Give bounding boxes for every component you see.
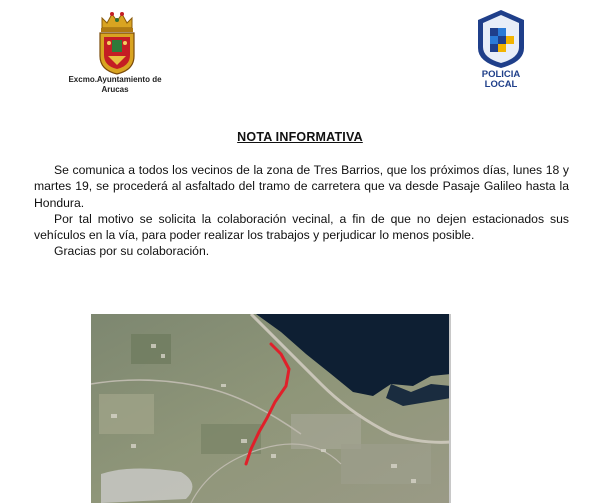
council-name-line2: Arucas	[101, 85, 129, 94]
police-logo-line2: LOCAL	[484, 79, 518, 88]
paragraph-announcement: Se comunica a todos los vecinos de la zona de Tres Barrios, que los próximos días, lunes 18 y martes 19, se procederá al asfaltado del tramo de carretera que va desde Pasaje Galileo hasta la Hondura.	[34, 163, 569, 210]
document-title: NOTA INFORMATIVA	[237, 130, 363, 144]
council-name	[40, 75, 190, 95]
paragraph-thanks: Gracias por su colaboración.	[54, 244, 210, 259]
policia-local-logo	[470, 8, 532, 88]
police-logo-line1: POLICIA	[481, 69, 521, 80]
council-name-line1: Excmo.Ayuntamiento de	[68, 75, 162, 84]
satellite-map	[91, 314, 451, 503]
coat-of-arms-logo	[94, 10, 140, 76]
document-body	[34, 162, 569, 260]
paragraph-request: Por tal motivo se solicita la colaboración vecinal, a fin de que no dejen estacionados sus vehículos en la vía, para poder realizar los trabajos y perjudicar lo menos posible.	[34, 211, 569, 243]
